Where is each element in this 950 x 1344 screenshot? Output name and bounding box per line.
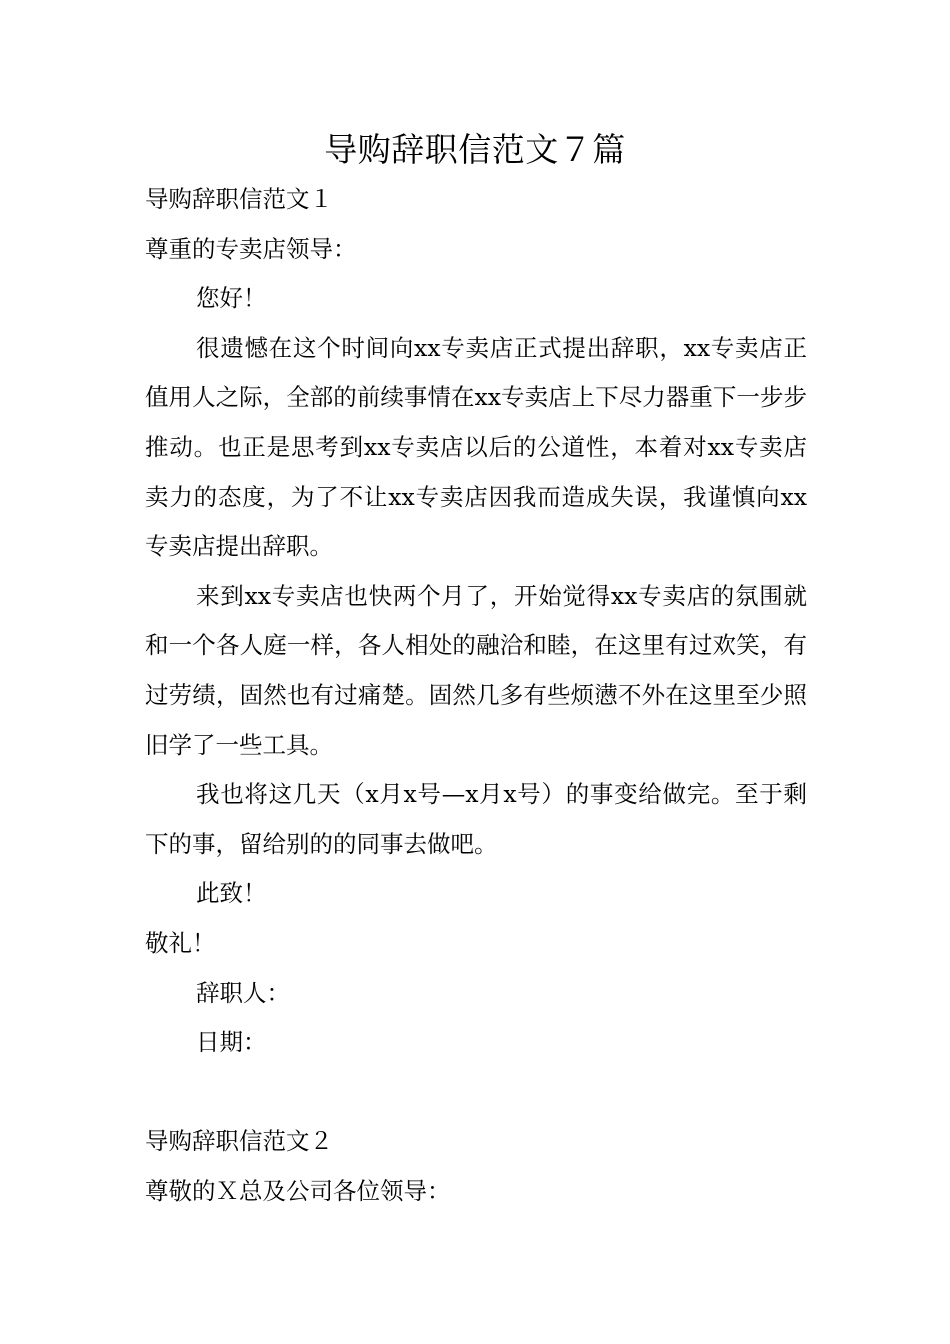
salutation-1: 尊重的专卖店领导： (145, 234, 357, 263)
greeting: 您好！ (196, 284, 267, 313)
section-heading-2: 导购辞职信范文２ (145, 1127, 333, 1156)
document-title: 导购辞职信范文７篇 (324, 130, 626, 169)
date-label: 日期： (196, 1028, 267, 1057)
signer-label: 辞职人： (196, 978, 290, 1007)
closing-line-1: 此致！ (196, 879, 267, 908)
document-body (145, 175, 807, 1216)
body-paragraph-1: 很遗憾在这个时间向xx专卖店正式提出辞职，xx专卖店正值用人之际，全部的前续事情在xx专卖店上下尽力器重下一步步推动。也正是思考到xx专卖店以后的公道性，本着对xx专卖店卖力的态度，为了不让xx专卖店因我而造成失误，我谨慎向xx专卖店提出辞职。 (145, 333, 807, 561)
closing-line-2: 敬礼！ (145, 928, 216, 957)
body-paragraph-2: 来到xx专卖店也快两个月了，开始觉得xx专卖店的氛围就和一个各人庭一样，各人相处的融洽和睦，在这里有过欢笑，有过劳绩，固然也有过痛楚。固然几多有些烦懑不外在这里至少照旧学了一些工具。 (145, 581, 807, 759)
section-spacer (145, 1068, 807, 1118)
salutation-2: 尊敬的Ｘ总及公司各位领导： (145, 1176, 451, 1205)
body-paragraph-3: 我也将这几天（x月x号—x月x号）的事变给做完。至于剩下的事，留给别的的同事去做吧。 (145, 780, 807, 858)
section-heading-1: 导购辞职信范文１ (145, 185, 333, 213)
